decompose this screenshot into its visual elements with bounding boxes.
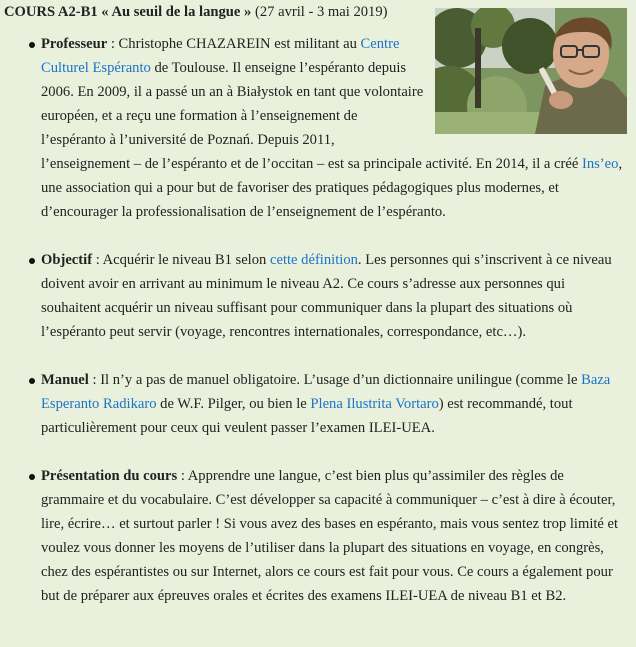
item-text: . Les personnes qui s’inscrivent à ce niveau doivent avoir en arrivant au minimum le niveau A2. Ce cours s’adresse aux personnes qui souhaitent acquérir un niveau suffisant pour communiquer dans la plupart des situations où l’espéranto peut servir (voyage, rencontres internationales, correspondance, etc…). (41, 252, 612, 340)
list-item-presentation (41, 464, 628, 608)
course-title: COURS A2-B1 « Au seuil de la langue » (4, 4, 252, 20)
item-label: Présentation du cours (41, 468, 178, 484)
item-text: : Acquérir le niveau B1 selon (92, 252, 270, 268)
item-label: Manuel (41, 372, 89, 388)
item-text: de Toulouse. Il enseigne l’espéranto depuis 2006. En 2009, il a passé un an à Białystok en tant que volontaire européen, et a reçu une formation à l’enseignement de l’espéranto à l’université de Poznań. Depuis 2011, l’enseignement – de l’espéranto et de l’occitan – est sa principale activité. En 2014, il a créé (41, 60, 582, 172)
list-item-manuel (41, 368, 628, 440)
item-text: : Christophe CHAZAREIN est militant au (107, 36, 361, 52)
definition-link[interactable]: cette définition (269, 252, 358, 268)
inseo-link[interactable]: Ins’eo (581, 156, 619, 172)
item-text: de W.F. Pilger, ou bien le (156, 396, 311, 412)
baza-radikaro-link[interactable]: Baza Esperanto Radikaro (41, 372, 611, 412)
item-text: ) est recommandé, tout particulièrement pour ceux qui veulent passer l’examen ILEI-UEA. (41, 396, 573, 436)
centre-culturel-link[interactable]: Centre Culturel Espéranto (41, 36, 400, 76)
plena-vortaro-link[interactable]: Plena Ilustrita Vortaro (310, 396, 439, 412)
item-text: : Il n’y a pas de manuel obligatoire. L’usage d’un dictionnaire unilingue (comme le (88, 372, 582, 388)
item-label: Objectif (41, 252, 93, 268)
item-text: : Apprendre une langue, c’est bien plus qu’assimiler des règles de grammaire et du vocabulaire. C’est développer sa capacité à communiquer – c’est à dire à écouter, lire, écrire… et surtout parler ! Si vous avez des bases en espéranto, mais vous sentez trop limité et voulez vous donner les moyens de l’utiliser dans la plupart des situations en voyage, en congrès, chez des espérantistes ou sur Internet, alors ce cours est fait pour vous. Ce cours a également pour but de préparer aux épreuves orales et écrites des examens ILEI-UEA de niveau B1 et B2. (41, 468, 619, 604)
course-dates: (27 avril - 3 mai 2019) (254, 4, 388, 20)
list-item-professeur (41, 32, 628, 224)
item-label: Professeur (41, 36, 108, 52)
list-item-objectif (41, 248, 628, 344)
course-details-list (4, 32, 628, 608)
item-text: , une association qui a pour but de favoriser des pratiques pédagogiques plus modernes, et d’encourager la professionalisation de l’enseignement de l’espéranto. (41, 156, 623, 220)
